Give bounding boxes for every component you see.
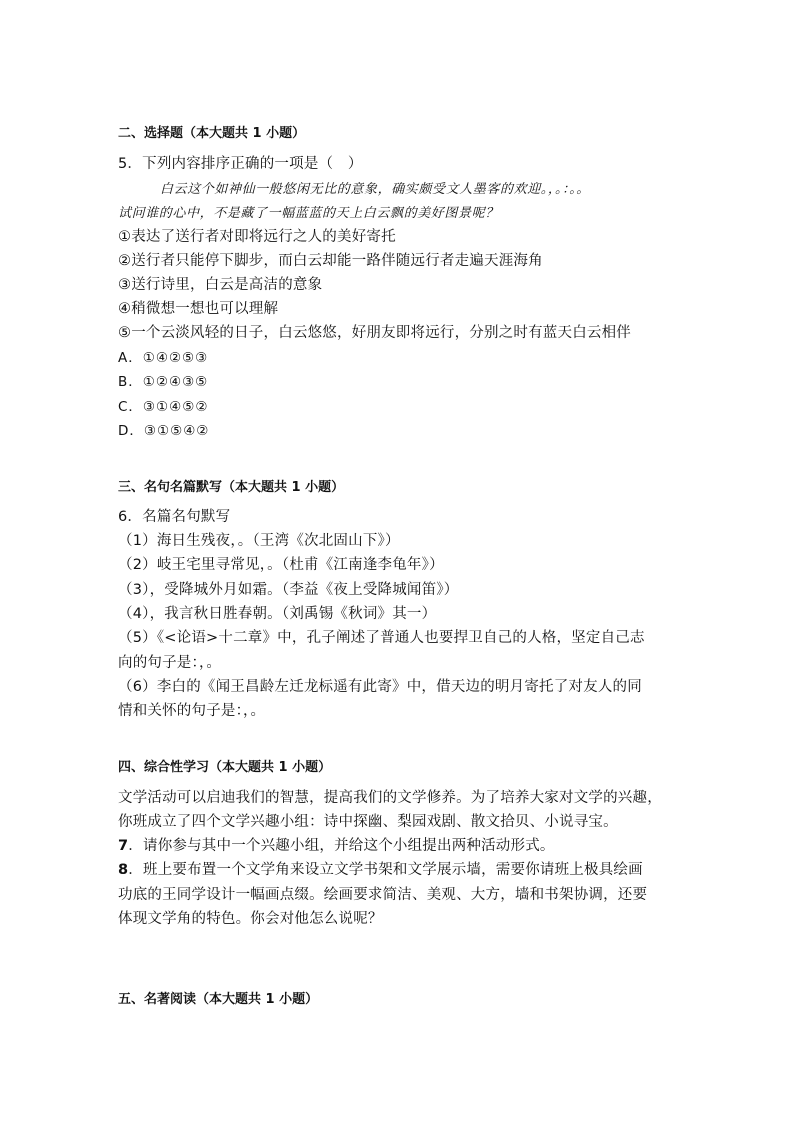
question-5-sentence-3: ③送行诗里，白云是高洁的意象 (118, 277, 323, 293)
question-5-passage-line-1: 白云这个如神仙一般悠闲无比的意象，确实颇受文人墨客的欢迎。，。：。。 (160, 182, 590, 197)
question-6-item-2: （2）岐王宅里寻常见，。（杜甫《江南逢李龟年》） (118, 557, 444, 573)
question-5-sentence-4: ④稍微想一想也可以理解 (118, 301, 279, 317)
question-5-option-d: D．③①⑤④② (118, 423, 210, 439)
question-6-item-3: （3），受降城外月如霜。（李益《夜上受降城闻笛》） (118, 582, 459, 598)
question-8-line-2: 功底的王同学设计一幅画点缀。绘画要求简洁、美观、大方，墙和书架协调，还要 (118, 887, 648, 903)
question-5-sentence-5: ⑤一个云淡风轻的日子，白云悠悠，好朋友即将远行，分别之时有蓝天白云相伴 (118, 325, 631, 341)
question-5-sentence-2: ②送行者只能停下脚步，而白云却能一路伴随远行者走遍天涯海角 (118, 253, 543, 269)
question-6-item-5-line-2: 向的句子是：，。 (118, 655, 222, 671)
question-5-option-a: A．①④②⑤③ (118, 350, 209, 366)
question-7 (118, 834, 555, 855)
section-heading-classics: 五、名著阅读（本大题共 1 小题） (118, 992, 319, 1007)
section-heading-recitation: 三、名句名篇默写（本大题共 1 小题） (118, 480, 345, 495)
question-8-line-1 (118, 858, 643, 879)
question-5-option-b: B．①②④③⑤ (118, 374, 209, 390)
section-4-intro-line-2: 你班成立了四个文学兴趣小组：诗中探幽、梨园戏剧、散文拾贝、小说寻宝。 (118, 814, 618, 830)
question-6-item-5-line-1: （5）《<论语>十二章》中，孔子阐述了普通人也要捍卫自己的人格，坚定自己志 (118, 630, 645, 646)
section-4-intro-line-1: 文学活动可以启迪我们的智慧，提高我们的文学修养。为了培养大家对文学的兴趣， (118, 790, 662, 806)
question-6-stem: 6．名篇名句默写 (118, 509, 231, 525)
question-6-item-6-line-1: （6）李白的《闻王昌龄左迁龙标遥有此寄》中，借天边的明月寄托了对友人的同 (118, 679, 642, 695)
question-7-text: ．请你参与其中一个兴趣小组，并给这个小组提出两种活动形式。 (128, 838, 555, 854)
question-8-number: 8 (118, 862, 129, 878)
section-heading-choice: 二、选择题（本大题共 1 小题） (118, 126, 306, 141)
question-6-item-1: （1）海日生残夜，。（王湾《次北固山下》） (118, 533, 400, 549)
question-5-passage-line-2: 试问谁的心中，不是藏了一幅蓝蓝的天上白云飘的美好图景呢？ (118, 206, 499, 221)
question-6-item-6-line-2: 情和关怀的句子是：，。 (118, 703, 266, 719)
question-7-number: 7 (118, 838, 129, 854)
section-heading-comprehensive: 四、综合性学习（本大题共 1 小题） (118, 760, 332, 775)
question-8-text-1: ．班上要布置一个文学角来设立文学书架和文学展示墙，需要你请班上极具绘画 (128, 862, 643, 878)
question-8-line-3: 体现文学角的特色。你会对他怎么说呢？ (118, 911, 383, 927)
question-5-stem: 5．下列内容排序正确的一项是（ ） (118, 156, 363, 172)
question-5-sentence-1: ①表达了送行者对即将远行之人的美好寄托 (118, 229, 396, 245)
question-5-option-c: C．③①④⑤② (118, 399, 209, 415)
question-6-item-4: （4），我言秋日胜春朝。（刘禹锡《秋词》其一） (118, 606, 437, 622)
